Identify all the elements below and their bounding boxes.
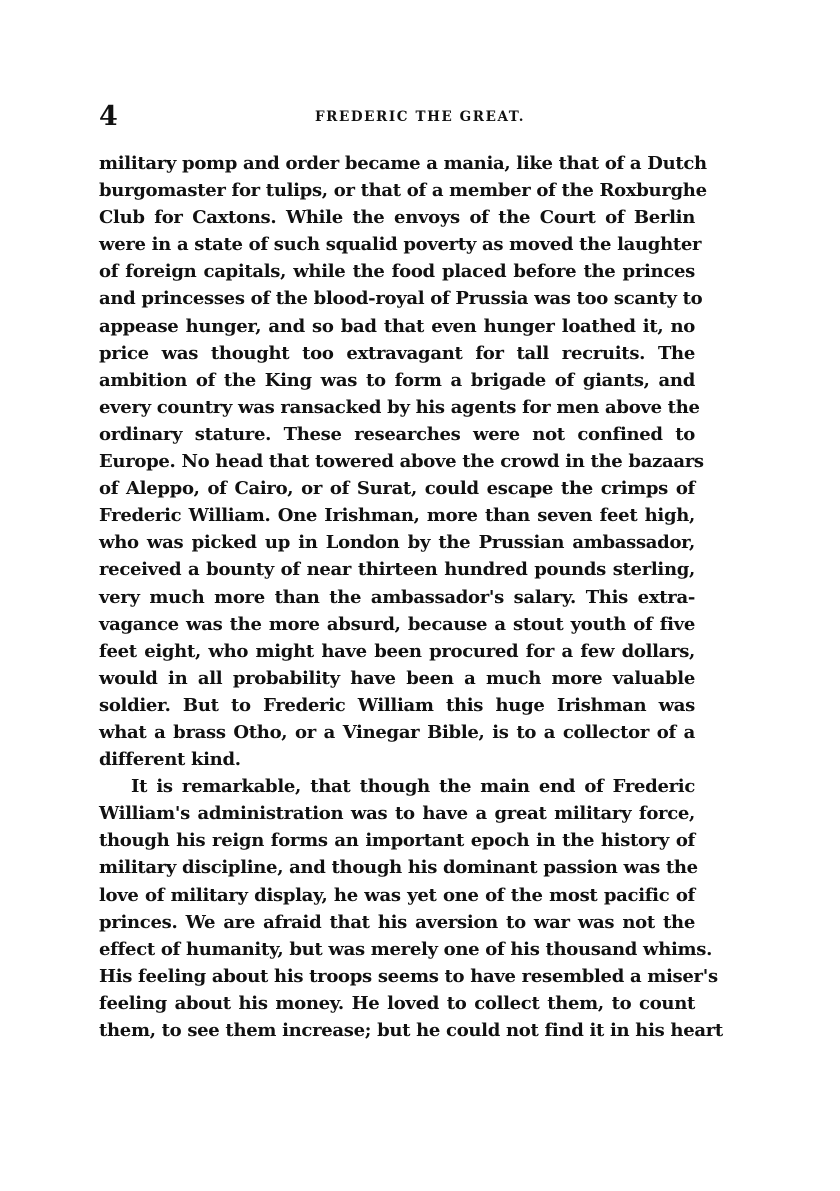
text-line: Club for Caxtons. While the envoys of the Court of Berlin <box>99 207 695 229</box>
paragraph-end-line: different kind. <box>99 749 241 771</box>
text-line: Frederic William. One Irishman, more than seven feet high, <box>99 505 695 527</box>
running-title: FREDERIC THE GREAT. <box>314 109 526 125</box>
text-line: price was thought too extravagant for tall recruits. The <box>99 342 695 364</box>
page-number: 4 <box>99 101 118 132</box>
text-line: though his reign forms an important epoch in the history of <box>99 830 695 852</box>
text-line: princes. We are afraid that his aversion to war was not the <box>99 911 695 933</box>
text-line: would in all probability have been a much more valuable <box>99 667 695 689</box>
text-line: William's administration was to have a great military force, <box>99 803 695 825</box>
text-line: of foreign capitals, while the food placed before the princes <box>99 261 695 283</box>
text-line: them, to see them increase; but he could not find it in his heart <box>99 1020 723 1041</box>
text-line: Europe. No head that towered above the crowd in the bazaars <box>99 451 704 473</box>
text-line: and princesses of the blood-royal of Prussia was too scanty to <box>99 288 703 310</box>
text-line: what a brass Otho, or a Vinegar Bible, is to a collector of a <box>99 721 695 743</box>
text-line: vagance was the more absurd, because a stout youth of five <box>99 613 695 635</box>
text-line: feeling about his money. He loved to collect them, to count <box>99 992 695 1014</box>
text-line: received a bounty of near thirteen hundred pounds sterling, <box>99 559 695 581</box>
text-line: ambition of the King was to form a brigade of giants, and <box>99 369 695 391</box>
text-line: were in a state of such squalid poverty as moved the laughter <box>99 234 702 256</box>
text-line: every country was ransacked by his agents for men above the <box>99 396 700 418</box>
text-line: effect of humanity, but was merely one of his thousand whims. <box>99 938 713 960</box>
text-line: ordinary stature. These researches were not confined to <box>99 423 695 445</box>
body-text <box>99 150 723 1044</box>
paragraph-start-line: It is remarkable, that though the main end of Frederic <box>131 776 695 798</box>
text-line: very much more than the ambassador's salary. This extra- <box>99 586 695 608</box>
text-line: love of military display, he was yet one of the most pacific of <box>99 884 695 906</box>
text-line: burgomaster for tulips, or that of a member of the Roxburghe <box>99 180 707 202</box>
text-line: appease hunger, and so bad that even hunger loathed it, no <box>99 315 695 337</box>
text-line: of Aleppo, of Cairo, or of Surat, could escape the crimps of <box>99 478 695 500</box>
text-line: soldier. But to Frederic William this huge Irishman was <box>99 694 695 716</box>
text-line: His feeling about his troops seems to have resembled a miser's <box>99 965 718 987</box>
text-line: who was picked up in London by the Prussian ambassador, <box>99 532 695 554</box>
text-line: military pomp and order became a mania, like that of a Dutch <box>99 153 707 174</box>
text-line: feet eight, who might have been procured for a few dollars, <box>99 640 695 662</box>
text-line: military discipline, and though his dominant passion was the <box>99 857 698 879</box>
